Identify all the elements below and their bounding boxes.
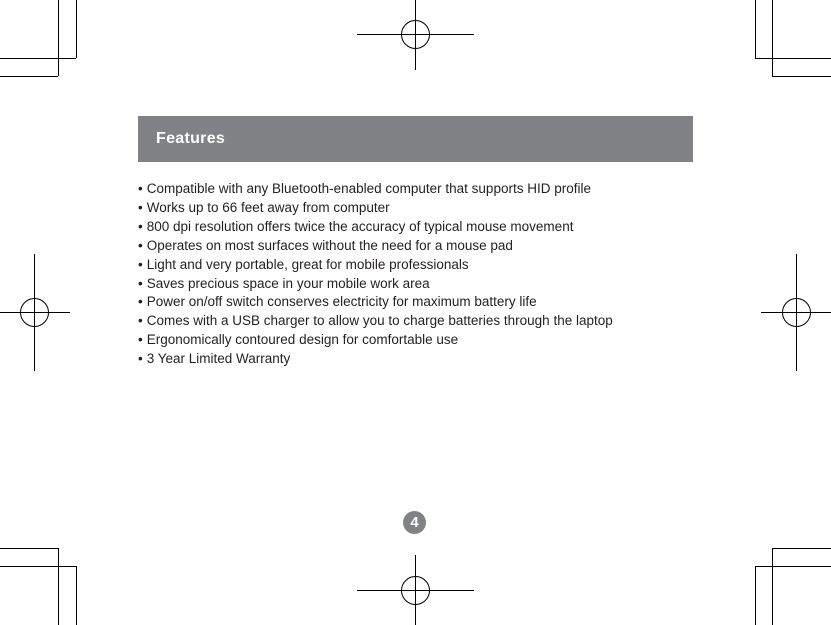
bullet-symbol: • [138, 199, 143, 215]
bullet-symbol: • [138, 256, 143, 272]
bullet-symbol: • [138, 275, 143, 291]
features-heading: Features [156, 130, 226, 147]
feature-text: 3 Year Limited Warranty [146, 351, 291, 367]
feature-text: Comes with a USB charger to allow you to charge batteries through the laptop [146, 313, 613, 329]
feature-item [138, 256, 613, 275]
page-number-badge: 4 [403, 511, 426, 534]
features-header-bar [138, 116, 693, 162]
feature-item [138, 312, 613, 331]
feature-item [138, 180, 613, 199]
feature-item [138, 237, 613, 256]
feature-text: Works up to 66 feet away from computer [146, 199, 390, 215]
feature-text: Compatible with any Bluetooth-enabled computer that supports HID profile [146, 181, 591, 196]
feature-text: Power on/off switch conserves electricity for maximum battery life [146, 294, 537, 310]
feature-text: Operates on most surfaces without the need for a mouse pad [146, 237, 513, 253]
feature-text: Saves precious space in your mobile work area [146, 275, 430, 291]
feature-list [138, 180, 613, 369]
feature-item [138, 275, 613, 294]
bullet-symbol: • [138, 332, 143, 348]
bullet-symbol: • [138, 351, 143, 367]
registration-target-bottom [357, 555, 474, 625]
feature-item [138, 350, 613, 369]
feature-item [138, 331, 613, 350]
feature-text: Ergonomically contoured design for comfortable use [146, 332, 459, 348]
feature-text: 800 dpi resolution offers twice the accuracy of typical mouse movement [146, 218, 574, 234]
registration-target-left [0, 254, 70, 371]
bullet-symbol: • [138, 313, 143, 329]
bullet-symbol: • [138, 181, 143, 196]
feature-item [138, 293, 613, 312]
bullet-symbol: • [138, 237, 143, 253]
registration-target-top [357, 0, 474, 70]
registration-target-right [761, 254, 831, 371]
feature-text: Light and very portable, great for mobile professionals [146, 256, 469, 272]
bullet-symbol: • [138, 294, 143, 310]
feature-item [138, 199, 613, 218]
feature-item [138, 218, 613, 237]
bullet-symbol: • [138, 218, 143, 234]
